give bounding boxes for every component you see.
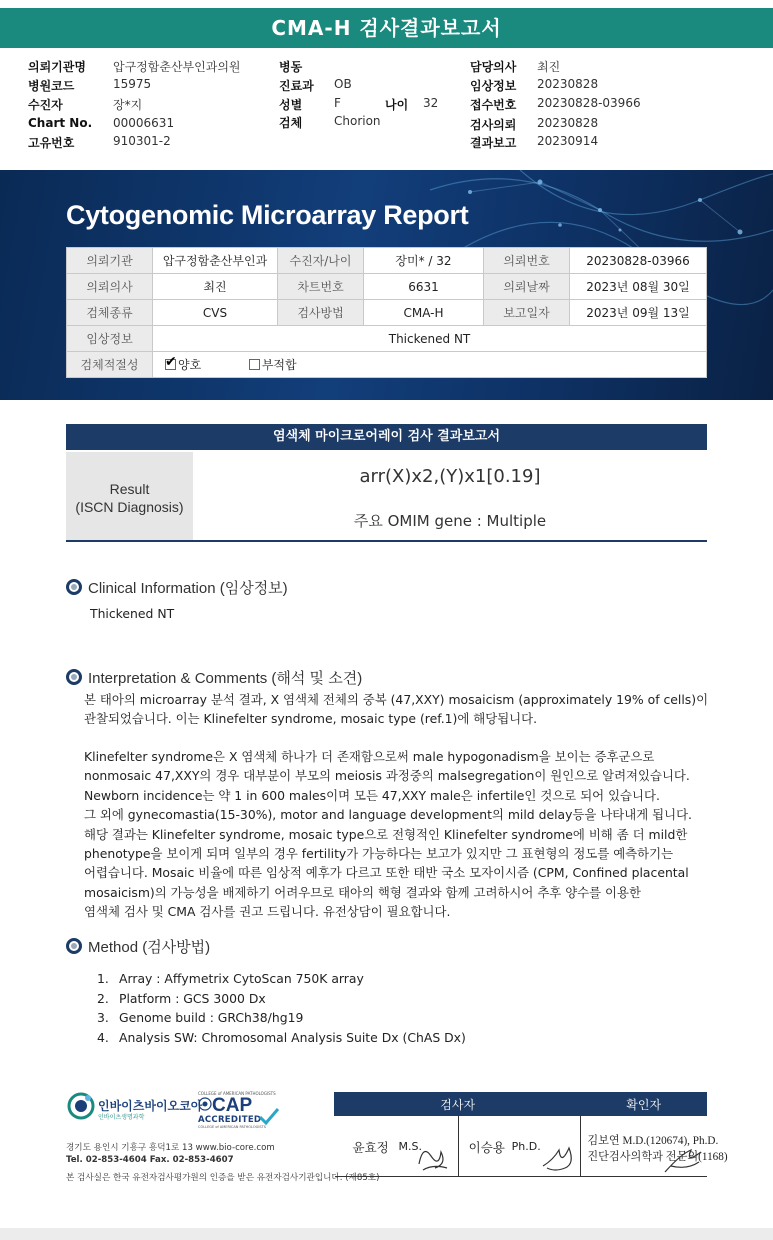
table-cell: 최진	[153, 274, 278, 300]
table-header-cell: 차트번호	[278, 274, 364, 300]
omim-gene: 주요 OMIM gene : Multiple	[353, 512, 547, 530]
company-logo-icon	[66, 1091, 96, 1121]
tester-header: 검사자	[335, 1093, 581, 1116]
checkmark-icon	[258, 1107, 280, 1125]
confirmer-line2: 진단검사의학과 전문의(1168)	[587, 1151, 728, 1163]
result-box	[66, 452, 707, 542]
specimen-adequacy-cell	[153, 352, 707, 378]
text-line: nonmosaic 47,XXY의 경우 대부분이 부모의 meiosis 과정중의 malsegregation이 원인으로 알려져있습니다.	[84, 768, 690, 784]
age-label: 나이	[385, 98, 409, 112]
result-bar-title: 염색체 마이크로어레이 검사 결과보고서	[66, 424, 707, 450]
text-line: mosaicism)의 가능성을 배제하기 어려우므로 태아의 핵형 결과와 함께 고려하시어 추후 양수를 이용한	[84, 884, 641, 900]
report-footer	[0, 1085, 773, 1195]
unique-label: 고유번호	[28, 136, 75, 150]
institution-value: 압구정함춘산부인과의원	[113, 60, 241, 74]
table-header-cell: 보고일자	[484, 300, 570, 326]
hospital-code-label: 병원코드	[28, 79, 75, 93]
text-line: 염색체 검사 및 CMA 검사를 권고 드립니다. 유전상담이 필요합니다.	[84, 904, 451, 920]
list-text: Genome build : GRCh38/hg19	[119, 1010, 304, 1026]
request-info-table	[66, 247, 707, 378]
table-row	[67, 274, 707, 300]
list-number: 2.	[97, 990, 109, 1006]
specimen-label: 검체	[279, 116, 303, 130]
interpretation-title-text: Interpretation & Comments (해석 및 소견)	[88, 670, 363, 687]
sex-label: 성별	[279, 98, 303, 112]
iscn-diagnosis: arr(X)x2,(Y)x1[0.19]	[359, 466, 541, 487]
confirmer-cell	[581, 1116, 728, 1177]
table-header-cell: 의뢰의사	[67, 274, 153, 300]
chart-label: Chart No.	[28, 116, 93, 130]
patient-meta	[0, 56, 773, 156]
list-text: Analysis SW: Chromosomal Analysis Suite Dx (ChAS Dx)	[119, 1029, 466, 1045]
table-cell: 장미* / 32	[364, 248, 484, 274]
cap-bottom-text: COLLEGE of AMERICAN PATHOLOGISTS	[198, 1125, 266, 1129]
report-banner	[0, 170, 773, 400]
list-item	[97, 989, 466, 1009]
section-bullet-icon	[66, 938, 82, 954]
report-value: 20230914	[537, 134, 599, 148]
doctor-value: 최진	[537, 60, 561, 74]
method-section-title	[66, 936, 210, 957]
company-phone: Tel. 02-853-4604 Fax. 02-853-4607	[66, 1155, 234, 1165]
hospital-code-value: 15975	[113, 77, 152, 91]
request-value: 20230828	[537, 116, 599, 130]
confirmer-line1: 김보연 M.D.(120674), Ph.D.	[587, 1135, 719, 1147]
table-row	[67, 326, 707, 352]
dept-label: 진료과	[279, 79, 314, 93]
section-bullet-icon	[66, 579, 82, 595]
table-header-cell: 수진자/나이	[278, 248, 364, 274]
text-line: 본 태아의 microarray 분석 결과, X 염색체 전체의 중복 (47,XXY) mosaicism (approximately 19% of cells)이	[84, 692, 709, 707]
list-number: 1.	[97, 971, 109, 986]
text-line: Klinefelter syndrome은 X 염색체 하나가 더 존재함으로써 male hypogonadism을 보이는 증후군으로	[84, 749, 655, 764]
patient-value: 장*지	[113, 98, 143, 112]
table-cell: 6631	[364, 274, 484, 300]
clinical-text: Thickened NT	[90, 606, 175, 621]
table-header-cell: 의뢰기관	[67, 248, 153, 274]
interpretation-paragraph-2	[84, 747, 744, 922]
signature-3-icon	[661, 1146, 705, 1176]
tester2-cell	[458, 1116, 581, 1177]
sex-value: F	[334, 96, 341, 110]
tester2-degree: Ph.D.	[511, 1140, 541, 1153]
table-cell: Thickened NT	[153, 326, 707, 352]
tester1-name: 윤효정	[352, 1140, 389, 1155]
age-value: 32	[423, 96, 439, 110]
inadequate-checkbox[interactable]	[249, 359, 260, 370]
table-cell: 압구정함춘산부인과	[153, 248, 278, 274]
specimen-value: Chorion	[334, 114, 381, 128]
cap-accredited-text: ACCREDITED	[198, 1115, 262, 1125]
interpretation-section-title	[66, 667, 362, 688]
unique-value: 910301-2	[113, 134, 171, 148]
signature-1-icon	[413, 1134, 453, 1174]
company-address: 경기도 용인시 기흥구 흥덕1로 13 www.bio-core.com	[66, 1143, 275, 1153]
receipt-label: 접수번호	[470, 98, 517, 112]
table-header-cell: 의뢰번호	[484, 248, 570, 274]
text-line: Newborn incidence는 약 1 in 600 males이며 모든 47,XXY male은 infertile인 것으로 되어 있습니다.	[84, 787, 660, 803]
table-header-cell: 검체적절성	[67, 352, 153, 378]
table-header-cell: 검사방법	[278, 300, 364, 326]
adequate-checkbox[interactable]	[165, 359, 176, 370]
clinical-value: 20230828	[537, 77, 599, 91]
method-title-text: Method (검사방법)	[88, 939, 211, 956]
result-label	[66, 452, 193, 540]
list-item	[97, 969, 466, 989]
ward-label: 병동	[279, 60, 303, 74]
list-number: 3.	[97, 1010, 109, 1026]
table-row	[335, 1116, 707, 1177]
section-bullet-icon	[66, 669, 82, 685]
list-text: Platform : GCS 3000 Dx	[119, 990, 266, 1006]
text-line: 어렵습니다. Mosaic 비율에 따른 임상적 예후가 다르고 또한 태반 국소 모자이시즘 (CPM, Confined placental	[84, 865, 689, 881]
table-cell: CVS	[153, 300, 278, 326]
list-text: Array : Affymetrix CytoScan 750K array	[119, 971, 364, 986]
text-line: 관찰되었습니다. 이는 Klinefelter syndrome, mosaic type (ref.1)에 해당됩니다.	[84, 711, 538, 727]
cap-accreditation-logo	[198, 1091, 280, 1129]
dept-value: OB	[334, 77, 352, 91]
list-item	[97, 1028, 466, 1048]
table-row	[67, 248, 707, 274]
result-label-line1: Result	[109, 481, 150, 497]
cap-top-text: COLLEGE of AMERICAN PATHOLOGISTS	[198, 1091, 276, 1096]
adequate-label: 양호	[178, 358, 202, 372]
list-item	[97, 1008, 466, 1028]
table-header-cell: 임상정보	[67, 326, 153, 352]
table-cell: 20230828-03966	[570, 248, 707, 274]
inadequate-label: 부적합	[261, 358, 297, 372]
method-list	[97, 969, 466, 1047]
table-row	[335, 1093, 707, 1116]
cap-main-text: CAP	[212, 1095, 253, 1116]
doctor-label: 담당의사	[470, 60, 517, 74]
table-cell: CMA-H	[364, 300, 484, 326]
report-label: 결과보고	[470, 136, 517, 150]
signature-table	[334, 1092, 728, 1177]
text-line: 해당 결과는 Klinefelter syndrome, mosaic type으로 전형적인 Klinefelter syndrome에 비해 좀 더 mild한	[84, 826, 688, 842]
tester1-degree: M.S.	[398, 1140, 422, 1153]
table-cell: 2023년 08월 30일	[570, 274, 707, 300]
page-bottom-strip	[0, 1228, 773, 1240]
text-line: 그 외에 gynecomastia(15-30%), motor and language development의 mild delay등을 나타내게 됩니다.	[84, 807, 692, 823]
table-header-cell: 의뢰날짜	[484, 274, 570, 300]
tester1-cell	[335, 1116, 459, 1177]
table-header-cell: 검체종류	[67, 300, 153, 326]
interpretation-paragraph-1	[84, 690, 744, 729]
list-number: 4.	[97, 1029, 109, 1045]
signature-2-icon	[539, 1138, 579, 1174]
request-label: 검사의뢰	[470, 118, 517, 132]
text-line: phenotype을 보이게 되며 일부의 경우 fertility가 가능하다는 보고가 있지만 그 표현형의 정도를 예측하기는	[84, 846, 674, 862]
table-row	[67, 352, 707, 378]
tester2-name: 이승용	[468, 1140, 505, 1155]
receipt-value: 20230828-03966	[537, 96, 641, 110]
chart-value: 00006631	[113, 116, 175, 130]
patient-label: 수진자	[28, 98, 63, 112]
table-row	[67, 300, 707, 326]
clinical-section-title	[66, 577, 288, 598]
clinical-label: 임상정보	[470, 79, 517, 93]
cap-seal-icon	[198, 1097, 212, 1111]
banner-title: Cytogenomic Microarray Report	[66, 200, 469, 230]
certification-notice: 본 검사실은 한국 유전자검사평가원의 인증을 받은 유전자검사기관입니다. (제85호)	[66, 1173, 380, 1183]
table-cell: 2023년 09월 13일	[570, 300, 707, 326]
report-title-bar	[0, 8, 773, 48]
company-subname: 인바이츠생명과학	[98, 1114, 145, 1121]
confirmer-header: 확인자	[581, 1093, 707, 1116]
clinical-title-text: Clinical Information (임상정보)	[88, 580, 288, 597]
company-name: 인바이츠바이오코아	[98, 1099, 203, 1113]
result-label-line2: (ISCN Diagnosis)	[75, 499, 184, 515]
report-title: CMA-H 검사결과보고서	[271, 16, 502, 40]
institution-label: 의뢰기관명	[28, 60, 86, 74]
